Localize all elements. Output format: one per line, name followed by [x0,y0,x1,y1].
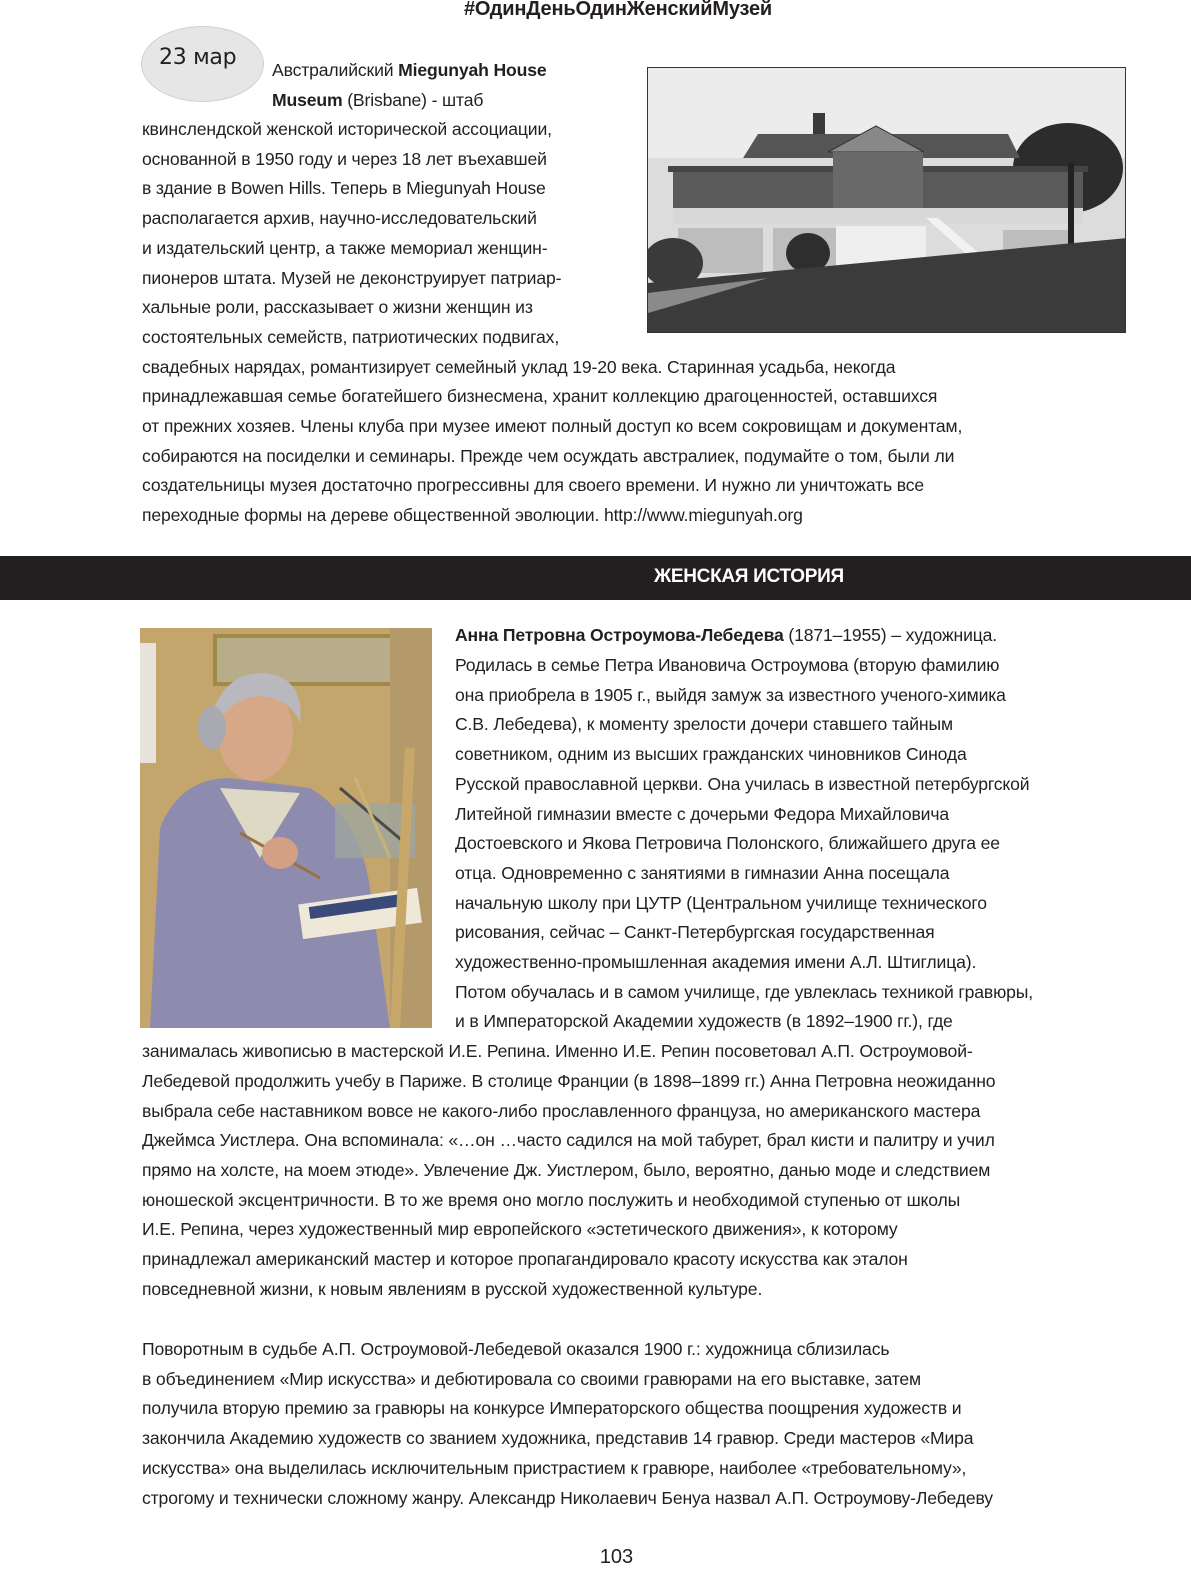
text-line: пионеров штата. Музей не деконструирует патриар- [142,267,562,288]
text-line: состоятельных семейств, патриотических подвигах, [142,326,560,347]
text-line: выбрала себе наставником вовсе не какого-либо прославленного француза, но американского мастера [142,1100,981,1121]
text-line: Лебедевой продолжить учебу в Париже. В столице Франции (в 1898–1899 гг.) Анна Петровна неожиданно [142,1070,996,1091]
entry-intro-line-1 [272,60,546,80]
text-line: свадебных нарядах, романтизирует семейный уклад 19-20 века. Старинная усадьба, некогда [142,356,896,377]
text-line: квинслендской женской исторической ассоциации, [142,119,552,139]
text-line: отца. Одновременно с занятиями в гимназии Анна посещала [455,862,950,883]
text-line: Достоевского и Якова Петровича Полонского, ближайшего друга ее [455,833,1000,854]
text-line: начальную школу при ЦУТР (Центральном училище технического [455,892,987,913]
person-intro-line [455,625,997,645]
text-line: занималась живописью в мастерской И.Е. Репина. Именно И.Е. Репин посоветовал А.П. Остроумовой- [142,1041,973,1062]
text-line: юношеской эксцентричности. В то же время оно могло послужить и необходимой ступенью от школы [142,1189,961,1210]
text-line: от прежних хозяев. Члены клуба при музее имеют полный доступ ко всем сокровищам и документам, [142,416,963,436]
date-label: 23 мар [159,45,237,70]
text-line: Русской православной церкви. Она училась в известной петербургской [455,773,1030,794]
text-line: получила вторую премию за гравюры на конкурсе Императорского общества поощрения художеств и [142,1398,962,1419]
text-line: Поворотным в судьбе А.П. Остроумовой-Лебедевой оказался 1900 г.: художница сблизилась [142,1339,890,1359]
text-line: Джеймса Уистлера. Она вспоминала: «…он …часто садился на мой табурет, брал кисти и палитру и учил [142,1130,995,1151]
text-line: художественно-промышленная академия имени А.Л. Штиглица). [455,952,977,972]
text-line: И.Е. Репина, через художественный мир европейского «эстетического движения», к которому [142,1219,898,1240]
person-name: Анна Петровна Остроумова-Лебедева [455,625,784,645]
museum-name: Miegunyah House [398,60,547,80]
house-illustration [648,68,1126,333]
text-line: в объединением «Мир искусства» и дебютировала со своими гравюрами на его выставке, затем [142,1368,921,1389]
text-line: создательницы музея достаточно прогрессивны для своего времени. И нужно ли уничтожать все [142,475,925,496]
text-line: С.В. Лебедева), к моменту зрелости дочери ставшего тайным [455,714,953,735]
text-line: и издательский центр, а также мемориал женщин- [142,237,548,258]
hashtag-header: #ОдинДеньОдинЖенскийМузей [464,0,772,20]
text-line: располагается архив, научно-исследовательский [142,208,537,229]
text-line: искусства» она выделилась исключительным пристрастием к гравюре, наиболее «требовательному», [142,1457,967,1478]
text-line: хальные роли, рассказывает о жизни женщин из [142,297,533,318]
museum-name-cont: Museum [272,90,343,110]
text-line: принадлежал американский мастер и которое пропагандировало красоту искусства как эталон [142,1249,908,1269]
entry-intro-rest: (Brisbane) - штаб [342,90,484,110]
text-line: Родилась в семье Петра Ивановича Остроумова (вторую фамилию [455,655,1000,675]
text-line: Литейной гимназии вместе с дочерьми Федора Михайловича [455,803,949,824]
page-number: 103 [599,1546,634,1568]
text-line: повседневной жизни, к новым явлениям в русской художественной культуре. [142,1278,763,1299]
section-title: ЖЕНСКАЯ ИСТОРИЯ [654,566,844,587]
entry-intro-plain: Австралийский [272,60,399,80]
text-line: рисования, сейчас – Санкт-Петербургская государственная [455,922,935,943]
person-dates: (1871–1955) – художница. [783,625,998,645]
text-line: и в Императорской Академии художеств (в 1892–1900 гг.), где [455,1011,953,1032]
entry-intro-line-2 [272,90,483,110]
portrait-illustration [140,628,432,1028]
text-line: она приобрела в 1905 г., выйдя замуж за известного ученого-химика [455,684,1006,705]
text-line: собираются на посиделки и семинары. Прежде чем осуждать австралиек, подумайте о том, были ли [142,445,955,466]
text-line: строгому и технически сложному жанру. Александр Николаевич Бенуа назвал А.П. Остроумову-Лебедеву [142,1487,993,1508]
text-line: основанной в 1950 году и через 18 лет въехавшей [142,148,547,169]
text-line: прямо на холсте, на моем этюде». Увлечение Дж. Уистлером, было, вероятно, данью моде и следствием [142,1159,991,1180]
section-header-bar [0,556,1191,600]
portrait-painting [140,628,432,1028]
text-line: переходные формы на дереве общественной эволюции. http://www.miegunyah.org [142,505,803,526]
museum-photo [647,67,1126,333]
text-line: в здание в Bowen Hills. Теперь в Miegunyah House [142,178,546,199]
text-line: закончила Академию художеств со званием художника, представив 14 гравюр. Среди мастеров «Мира [142,1428,974,1449]
text-line: советником, одним из высших гражданских чиновников Синода [455,744,967,765]
text-line: Потом обучалась и в самом училище, где увлеклась техникой гравюры, [455,981,1034,1002]
text-line: принадлежавшая семье богатейшего бизнесмена, хранит коллекцию драгоценностей, оставшихся [142,386,938,407]
